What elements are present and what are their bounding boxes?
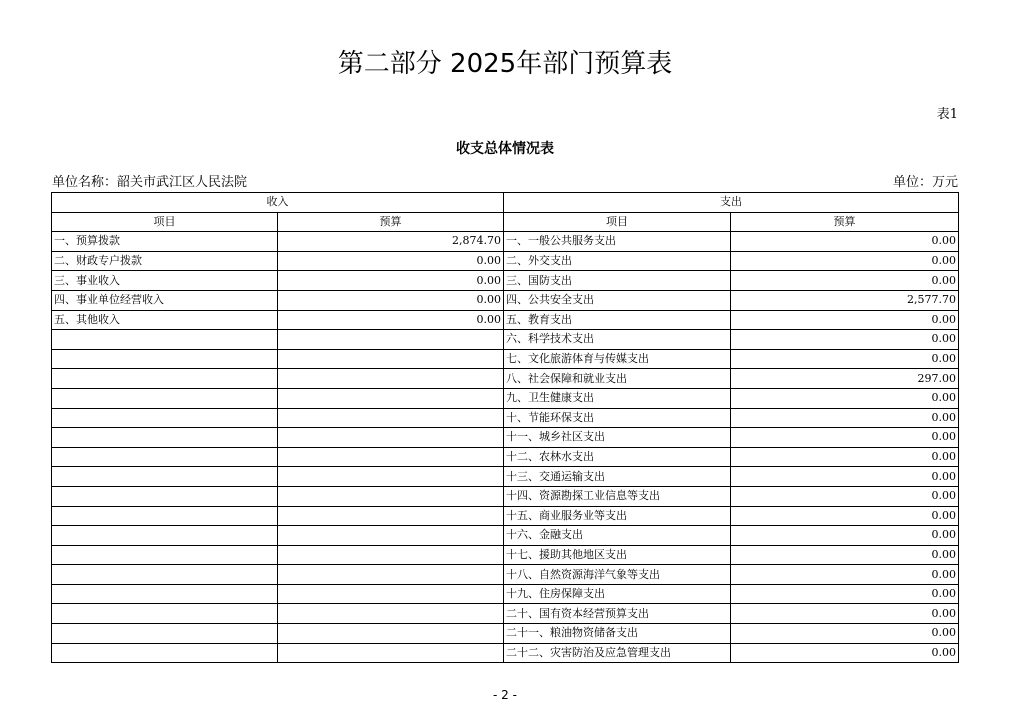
income-budget-cell [278,428,504,448]
income-item-cell: 四、事业单位经营收入 [52,290,278,310]
group-header-row [52,193,959,213]
table-row [52,232,959,252]
document-title: 第二部分 2025年部门预算表 [337,49,673,79]
income-budget-cell [278,545,504,565]
income-item-cell [52,388,278,408]
income-item-cell [52,349,278,369]
income-item-cell [52,506,278,526]
income-item-cell [52,643,278,663]
expense-budget-cell: 0.00 [731,349,959,369]
expense-item-cell: 二十、国有资本经营预算支出 [504,604,731,624]
income-item-cell [52,624,278,644]
income-item-cell: 三、事业收入 [52,271,278,291]
expense-group-header: 支出 [504,193,959,213]
expense-budget-cell: 0.00 [731,388,959,408]
expense-budget-cell: 0.00 [731,584,959,604]
expense-budget-cell: 0.00 [731,271,959,291]
table-row [52,408,959,428]
expense-budget-cell: 0.00 [731,624,959,644]
table-row [52,428,959,448]
income-item-cell: 二、财政专户拨款 [52,251,278,271]
income-item-cell [52,604,278,624]
income-budget-cell: 0.00 [278,271,504,291]
income-budget-cell [278,624,504,644]
expense-item-cell: 一、一般公共服务支出 [504,232,731,252]
expense-item-cell: 二、外交支出 [504,251,731,271]
table-row [52,290,959,310]
income-budget-cell [278,369,504,389]
table-row [52,330,959,350]
unit-name: 单位名称：韶关市武江区人民法院 [52,175,248,190]
expense-budget-cell: 297.00 [731,369,959,389]
expense-budget-cell: 0.00 [731,310,959,330]
income-item-cell [52,526,278,546]
expense-budget-cell: 0.00 [731,565,959,585]
income-item-cell [52,545,278,565]
table-row [52,624,959,644]
table-row [52,369,959,389]
table-row [52,349,959,369]
table-row [52,388,959,408]
expense-item-cell: 十二、农林水支出 [504,447,731,467]
expense-item-cell: 四、公共安全支出 [504,290,731,310]
expense-item-cell: 九、卫生健康支出 [504,388,731,408]
table-number: 表1 [936,107,958,122]
income-budget-cell [278,330,504,350]
income-item-cell [52,467,278,487]
income-budget-cell [278,388,504,408]
expense-item-cell: 十六、金融支出 [504,526,731,546]
expense-budget-cell: 0.00 [731,251,959,271]
income-budget-cell [278,643,504,663]
income-budget-cell [278,526,504,546]
expense-budget-cell: 0.00 [731,447,959,467]
table-row [52,447,959,467]
income-budget-cell: 0.00 [278,251,504,271]
expense-budget-cell: 0.00 [731,467,959,487]
income-budget-cell [278,506,504,526]
table-row [52,506,959,526]
expense-item-cell: 七、文化旅游体育与传媒支出 [504,349,731,369]
income-budget-cell [278,349,504,369]
table-row [52,604,959,624]
expense-budget-cell: 0.00 [731,526,959,546]
expense-item-cell: 十九、住房保障支出 [504,584,731,604]
table-row [52,545,959,565]
expense-item-cell: 二十二、灾害防治及应急管理支出 [504,643,731,663]
income-item-cell [52,330,278,350]
expense-item-cell: 十四、资源勘探工业信息等支出 [504,486,731,506]
income-item-cell: 五、其他收入 [52,310,278,330]
income-budget-cell [278,584,504,604]
income-budget-cell [278,447,504,467]
income-item-cell [52,428,278,448]
expense-budget-cell: 0.00 [731,486,959,506]
table-row [52,584,959,604]
income-budget-cell [278,408,504,428]
income-item-header: 项目 [52,212,278,232]
expense-budget-cell: 2,577.70 [731,290,959,310]
expense-item-cell: 八、社会保障和就业支出 [504,369,731,389]
table-row [52,271,959,291]
expense-item-cell: 五、教育支出 [504,310,731,330]
income-budget-cell [278,467,504,487]
expense-budget-cell: 0.00 [731,604,959,624]
income-group-header: 收入 [52,193,504,213]
expense-item-cell: 六、科学技术支出 [504,330,731,350]
income-budget-cell: 0.00 [278,310,504,330]
income-item-cell [52,486,278,506]
income-budget-header: 预算 [278,212,504,232]
table-row [52,526,959,546]
income-item-cell [52,408,278,428]
column-header-row [52,212,959,232]
expense-budget-cell: 0.00 [731,232,959,252]
income-item-cell [52,447,278,467]
currency-unit: 单位：万元 [892,175,958,190]
table-row [52,467,959,487]
expense-budget-cell: 0.00 [731,545,959,565]
table-title: 收支总体情况表 [456,141,554,157]
income-item-cell [52,369,278,389]
income-budget-cell [278,565,504,585]
expense-item-cell: 十一、城乡社区支出 [504,428,731,448]
table-row [52,486,959,506]
table-row [52,251,959,271]
table-row [52,310,959,330]
expense-item-header: 项目 [504,212,731,232]
income-item-cell [52,584,278,604]
budget-table [51,192,959,663]
income-budget-cell: 0.00 [278,290,504,310]
expense-item-cell: 十八、自然资源海洋气象等支出 [504,565,731,585]
expense-budget-cell: 0.00 [731,643,959,663]
expense-budget-cell: 0.00 [731,506,959,526]
expense-budget-cell: 0.00 [731,428,959,448]
page-number: - 2 - [493,688,517,702]
expense-item-cell: 三、国防支出 [504,271,731,291]
table-row [52,565,959,585]
income-item-cell: 一、预算拨款 [52,232,278,252]
income-budget-cell [278,604,504,624]
table-row [52,643,959,663]
expense-budget-cell: 0.00 [731,408,959,428]
income-budget-cell: 2,874.70 [278,232,504,252]
expense-item-cell: 二十一、粮油物资储备支出 [504,624,731,644]
expense-item-cell: 十三、交通运输支出 [504,467,731,487]
income-item-cell [52,565,278,585]
expense-item-cell: 十七、援助其他地区支出 [504,545,731,565]
expense-budget-header: 预算 [731,212,959,232]
expense-budget-cell: 0.00 [731,330,959,350]
income-budget-cell [278,486,504,506]
expense-item-cell: 十五、商业服务业等支出 [504,506,731,526]
expense-item-cell: 十、节能环保支出 [504,408,731,428]
